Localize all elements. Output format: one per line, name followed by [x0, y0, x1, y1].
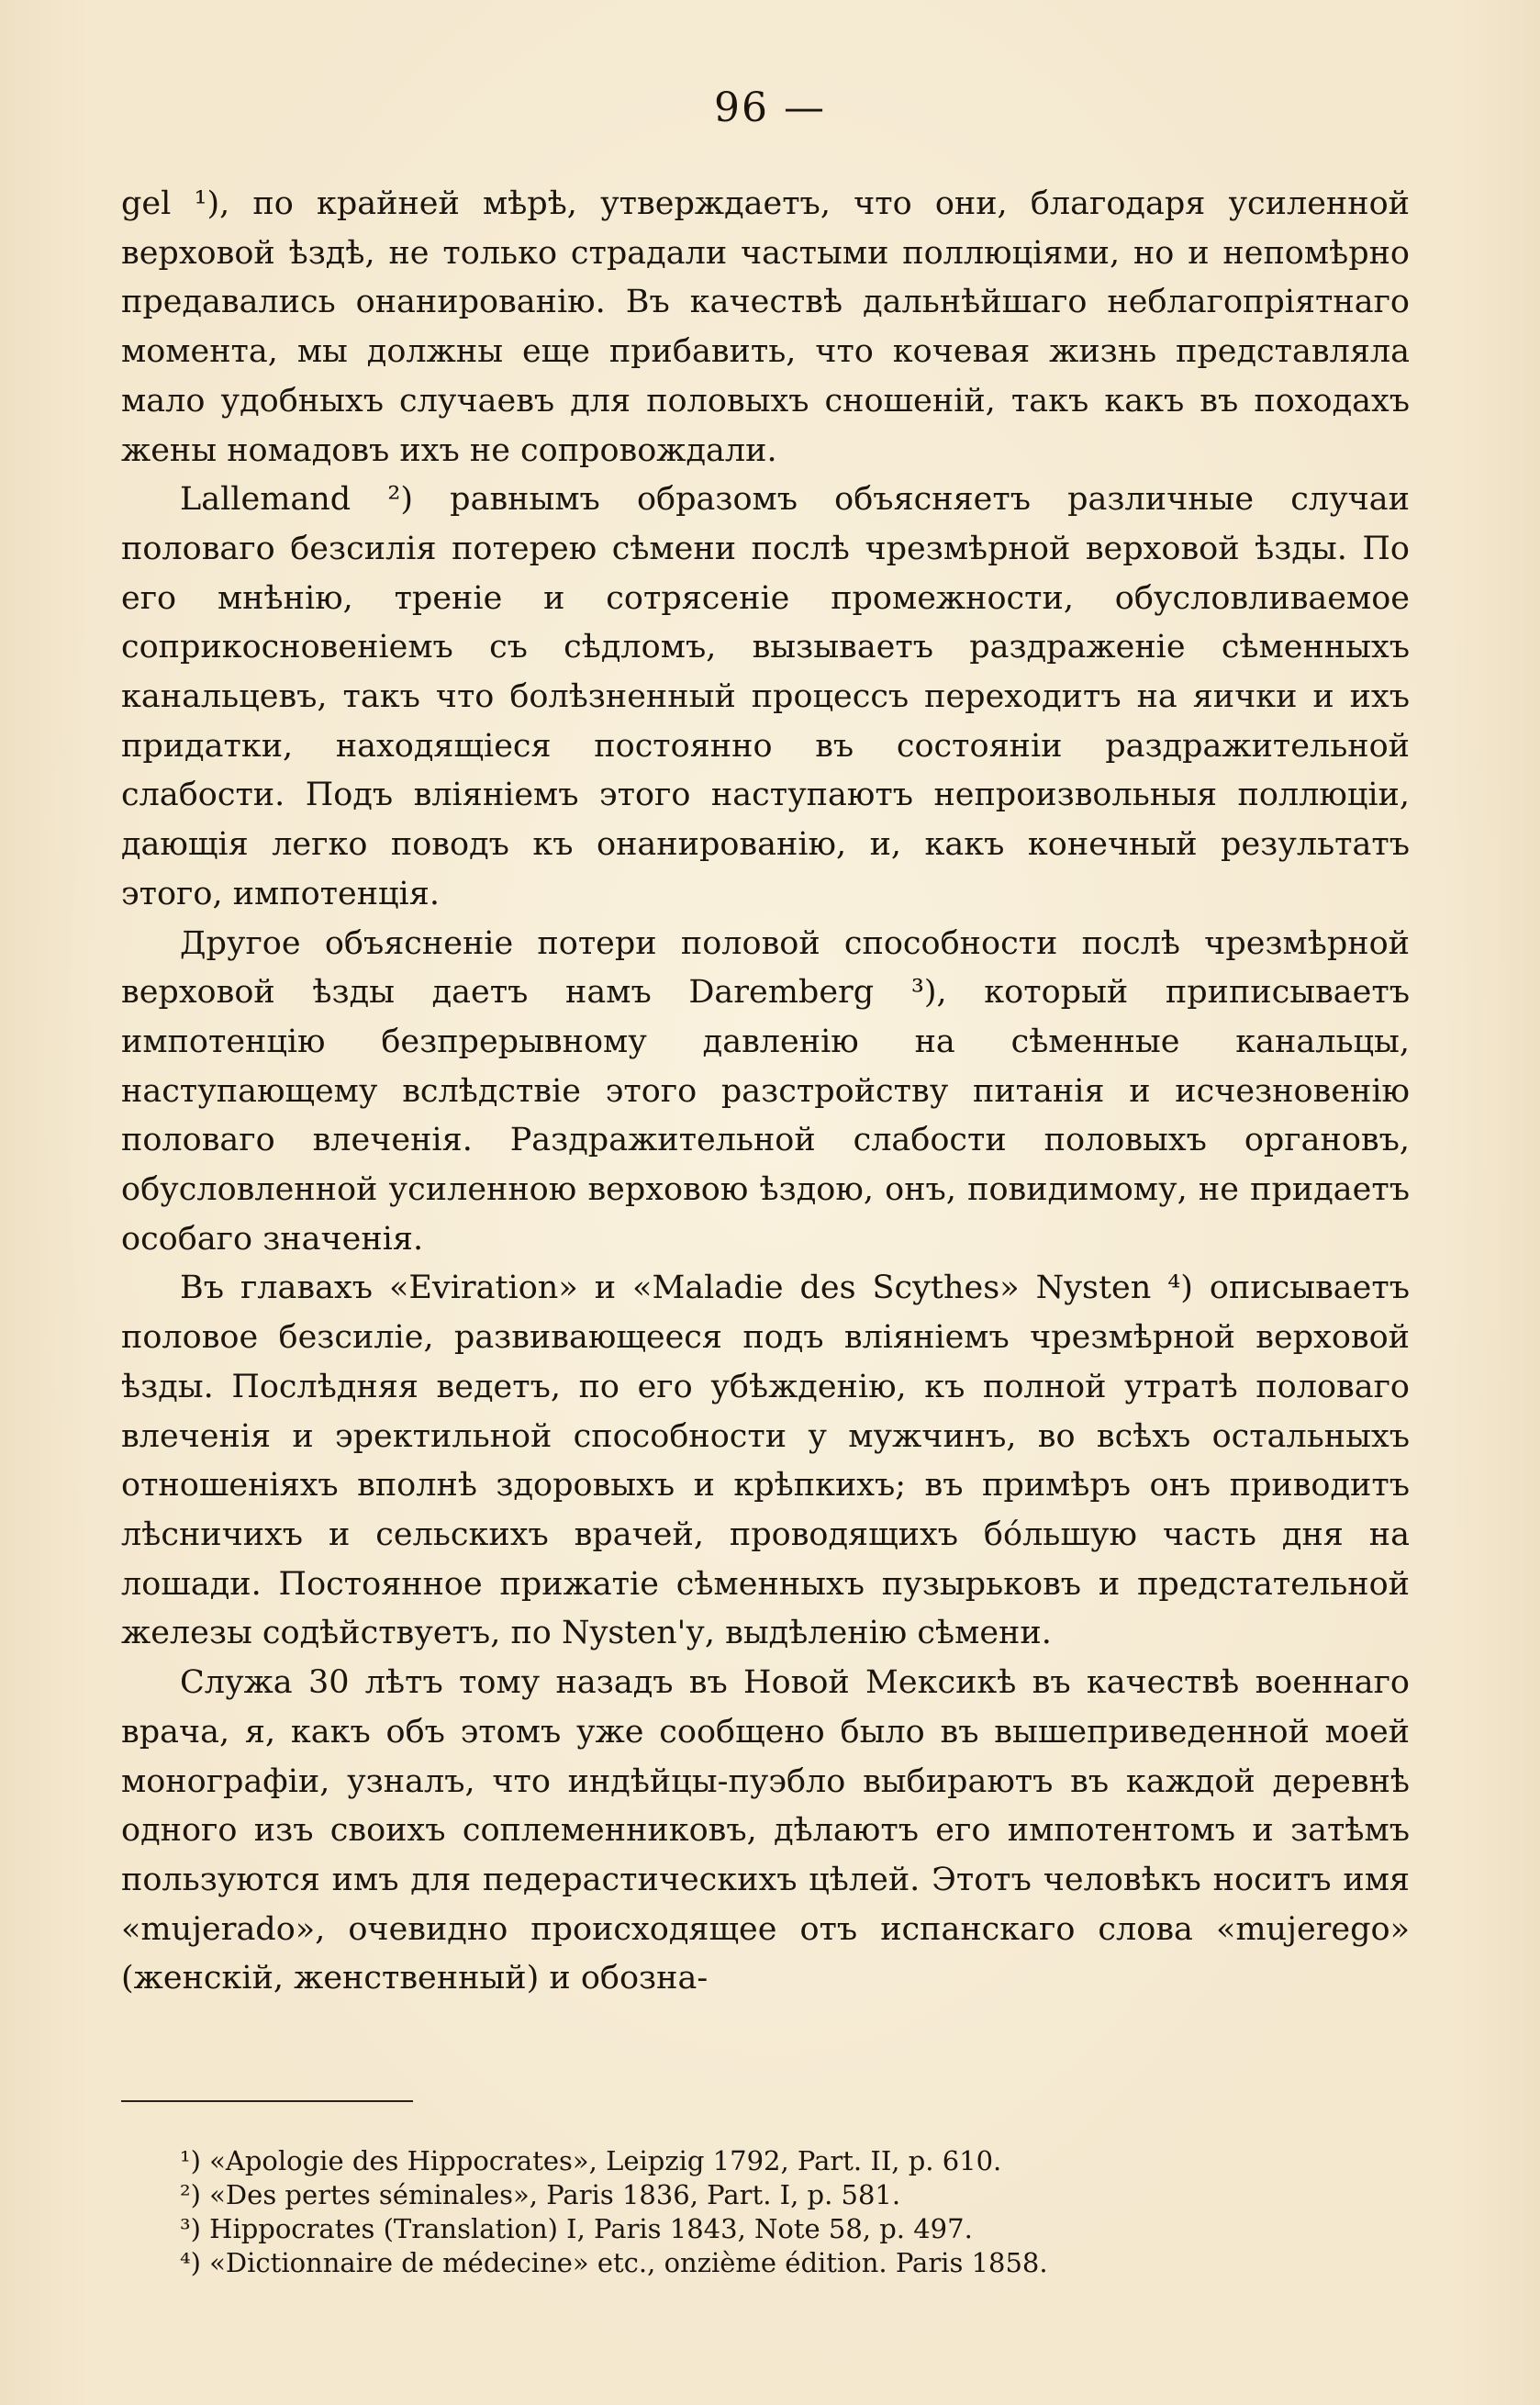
footnote-3: ³) Hippocrates (Translation) I, Paris 1843, Note 58, p. 497. [180, 2213, 973, 2244]
paragraph-3: Другое объясненіе потери половой способности послѣ чрезмѣрной верховой ѣзды даетъ намъ Daremberg ³), который приписываетъ импотенцію безпрерывному давленію на сѣменные канальцы, наступающему вслѣдствіе этого разстройству питанія и исчезновенію половаго влеченія. Раздражительной слабости половыхъ органовъ, обусловленной усиленною верховою ѣздою, онъ, повидимому, не придаетъ особаго значенія. [121, 924, 1410, 1258]
footnote-2: ²) «Des pertes séminales», Paris 1836, Part. I, p. 581. [180, 2179, 901, 2210]
paragraph-2: Lallemand ²) равнымъ образомъ объясняетъ различные случаи половаго безсилія потерею сѣмени послѣ чрезмѣрной верховой ѣзды. По его мнѣнію, треніе и сотрясеніе промежности, обусловливаемое соприкосновеніемъ съ сѣдломъ, вызываетъ раздраженіе сѣменныхъ канальцевъ, такъ что болѣзненный процессъ переходитъ на яички и ихъ придатки, находящіеся постоянно въ состояніи раздражительной слабости. Подъ вліяніемъ этого наступаютъ непроизвольныя поллюціи, дающія легко поводъ къ онанированію, и, какъ конечный результатъ этого, импотенція. [121, 481, 1410, 912]
footnote-4: ⁴) «Dictionnaire de médecine» etc., onzième édition. Paris 1858. [180, 2247, 1048, 2278]
paragraph-5: Служа 30 лѣтъ тому назадъ въ Новой Мексикѣ въ качествѣ военнаго врача, я, какъ объ этомъ уже сообщено было въ вышеприведенной моей монографіи, узналъ, что индѣйцы-пуэбло выбираютъ въ каждой деревнѣ одного изъ своихъ соплеменниковъ, дѣлаютъ его импотентомъ и затѣмъ пользуются имъ для педерастическихъ цѣлей. Этотъ человѣкъ носитъ имя «mujerado», очевидно происходящее отъ испанскаго слова «mujerego» (женскій, женственный) и обозна- [121, 1664, 1410, 1997]
page-number: 96 — [714, 84, 826, 131]
footnote-divider [121, 2100, 413, 2102]
footnotes [180, 2144, 1373, 2280]
paragraph-1: gel ¹), по крайней мѣрѣ, утверждаетъ, что они, благодаря усиленной верховой ѣздѣ, не только страдали частыми поллюціями, но и непомѣрно предавались онанированію. Въ качествѣ дальнѣйшаго неблагопріятнаго момента, мы должны еще прибавить, что кочевая жизнь представляла мало удобныхъ случаевъ для половыхъ сношеній, такъ какъ въ походахъ жены номадовъ ихъ не сопровождали. [121, 185, 1410, 469]
body-text [121, 180, 1410, 2004]
paragraph-4: Въ главахъ «Eviration» и «Maladie des Scythes» Nysten ⁴) описываетъ половое безсиліе, развивающееся подъ вліяніемъ чрезмѣрной верховой ѣзды. Послѣдняя ведетъ, по его убѣжденію, къ полной утратѣ половаго влеченія и эректильной способности у мужчинъ, во всѣхъ остальныхъ отношеніяхъ вполнѣ здоровыхъ и крѣпкихъ; въ примѣръ онъ приводитъ лѣсничихъ и сельскихъ врачей, проводящихъ бóльшую часть дня на лошади. Постоянное прижатіе сѣменныхъ пузырьковъ и предстательной железы содѣйствуетъ, по Nysten'у, выдѣленію сѣмени. [121, 1270, 1410, 1652]
footnote-1: ¹) «Apologie des Hippocrates», Leipzig 1792, Part. II, p. 610. [180, 2145, 1002, 2176]
